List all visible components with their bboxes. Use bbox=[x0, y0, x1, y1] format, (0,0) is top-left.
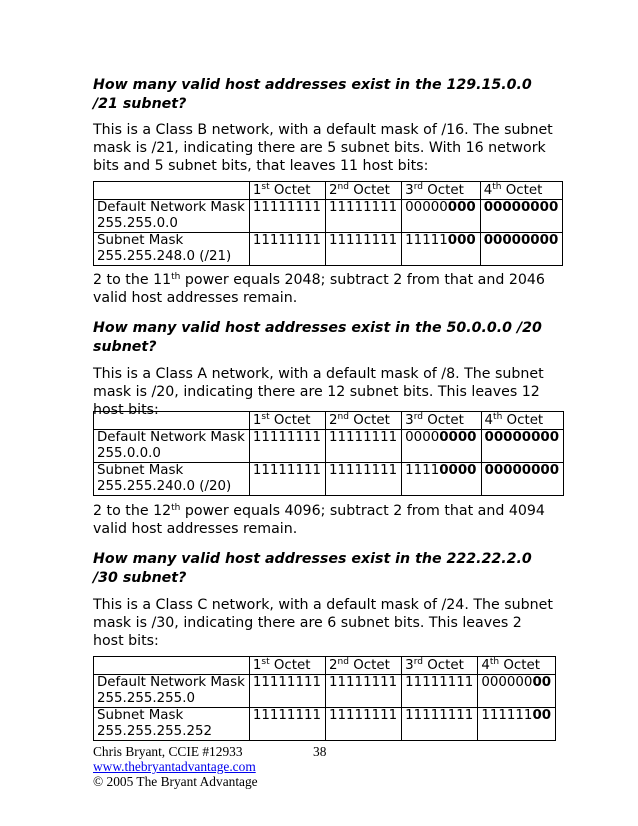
octet-cell: 11111111 bbox=[249, 233, 325, 266]
paragraph-result-2: 2 to the 12th power equals 4096; subtract 2 from that and 4094 valid host addresses remain. bbox=[93, 503, 545, 537]
question-heading-3: How many valid host addresses exist in the 222.22.2.0 /30 subnet? bbox=[93, 551, 532, 586]
table-row bbox=[94, 200, 563, 233]
octet-cell: 11111111 bbox=[249, 708, 325, 741]
footer-author: Chris Bryant, CCIE #12933 bbox=[93, 744, 243, 759]
table-header-cell: 2nd Octet bbox=[326, 412, 402, 430]
row-label: Subnet Mask 255.255.255.252 bbox=[94, 708, 250, 741]
paragraph-intro-2: This is a Class A network, with a default mask of /8. The subnet mask is /20, indicating there are 12 subnet bits. This leaves 12 host bits: bbox=[93, 366, 544, 418]
table-header-cell: 1st Octet bbox=[249, 182, 325, 200]
octet-cell: 11111111 bbox=[326, 233, 402, 266]
octet-cell: 00000000 bbox=[480, 233, 563, 266]
page-number: 38 bbox=[313, 744, 327, 759]
octet-cell: 00000000 bbox=[481, 430, 564, 463]
octet-cell: 11111111 bbox=[249, 200, 325, 233]
table-header-cell: 3rd Octet bbox=[402, 182, 481, 200]
table-header-cell: 2nd Octet bbox=[326, 657, 402, 675]
octet-cell: 11110000 bbox=[402, 463, 481, 496]
page-footer bbox=[93, 744, 553, 789]
table-header-cell: 1st Octet bbox=[249, 412, 325, 430]
octet-cell: 11111111 bbox=[326, 200, 402, 233]
octet-cell: 11111111 bbox=[326, 675, 402, 708]
table-row bbox=[94, 233, 563, 266]
table-row bbox=[94, 708, 556, 741]
table-header-row bbox=[94, 657, 556, 675]
table-header-cell: 2nd Octet bbox=[326, 182, 402, 200]
octet-cell: 11111111 bbox=[249, 463, 325, 496]
question-heading-2: How many valid host addresses exist in the 50.0.0.0 /20 subnet? bbox=[93, 320, 542, 355]
table-header-cell: 4th Octet bbox=[481, 412, 564, 430]
octet-table-3 bbox=[93, 656, 556, 741]
octet-cell: 00000000 bbox=[481, 463, 564, 496]
octet-cell: 00000000 bbox=[478, 675, 556, 708]
octet-cell: 11111111 bbox=[402, 675, 478, 708]
paragraph-result-1: 2 to the 11th power equals 2048; subtract 2 from that and 2046 valid host addresses remain. bbox=[93, 272, 545, 306]
table-row bbox=[94, 430, 564, 463]
octet-cell: 11111111 bbox=[249, 430, 325, 463]
octet-cell: 11111111 bbox=[326, 430, 402, 463]
table-header-row bbox=[94, 182, 563, 200]
table-header-cell bbox=[94, 182, 250, 200]
row-label: Default Network Mask 255.255.255.0 bbox=[94, 675, 250, 708]
paragraph-intro-1: This is a Class B network, with a default mask of /16. The subnet mask is /21, indicating there are 5 subnet bits. With 16 network bits and 5 subnet bits, that leaves 11 host bits: bbox=[93, 122, 553, 174]
table-row bbox=[94, 675, 556, 708]
row-label: Subnet Mask 255.255.240.0 (/20) bbox=[94, 463, 250, 496]
octet-table-2 bbox=[93, 411, 564, 496]
octet-cell: 11111111 bbox=[249, 675, 325, 708]
row-label: Default Network Mask 255.0.0.0 bbox=[94, 430, 250, 463]
table-header-cell: 1st Octet bbox=[249, 657, 325, 675]
table-row bbox=[94, 463, 564, 496]
footer-copyright: © 2005 The Bryant Advantage bbox=[93, 774, 258, 789]
octet-cell: 11111000 bbox=[402, 233, 481, 266]
table-header-row bbox=[94, 412, 564, 430]
octet-cell: 00000000 bbox=[402, 200, 481, 233]
table-header-cell bbox=[94, 412, 250, 430]
octet-cell: 11111111 bbox=[326, 708, 402, 741]
table-header-cell: 4th Octet bbox=[480, 182, 563, 200]
table-header-cell: 3rd Octet bbox=[402, 412, 481, 430]
octet-cell: 11111100 bbox=[478, 708, 556, 741]
octet-cell: 00000000 bbox=[402, 430, 481, 463]
row-label: Subnet Mask 255.255.248.0 (/21) bbox=[94, 233, 250, 266]
octet-cell: 11111111 bbox=[326, 463, 402, 496]
octet-cell: 11111111 bbox=[402, 708, 478, 741]
question-heading-1: How many valid host addresses exist in the 129.15.0.0 /21 subnet? bbox=[93, 77, 532, 112]
table-header-cell: 4th Octet bbox=[478, 657, 556, 675]
row-label: Default Network Mask 255.255.0.0 bbox=[94, 200, 250, 233]
octet-table-1 bbox=[93, 181, 563, 266]
paragraph-intro-3: This is a Class C network, with a default mask of /24. The subnet mask is /30, indicating there are 6 subnet bits. This leaves 2 host bits: bbox=[93, 597, 553, 649]
table-header-cell: 3rd Octet bbox=[402, 657, 478, 675]
table-header-cell bbox=[94, 657, 250, 675]
footer-website-link[interactable]: www.thebryantadvantage.com bbox=[93, 759, 256, 774]
octet-cell: 00000000 bbox=[480, 200, 563, 233]
